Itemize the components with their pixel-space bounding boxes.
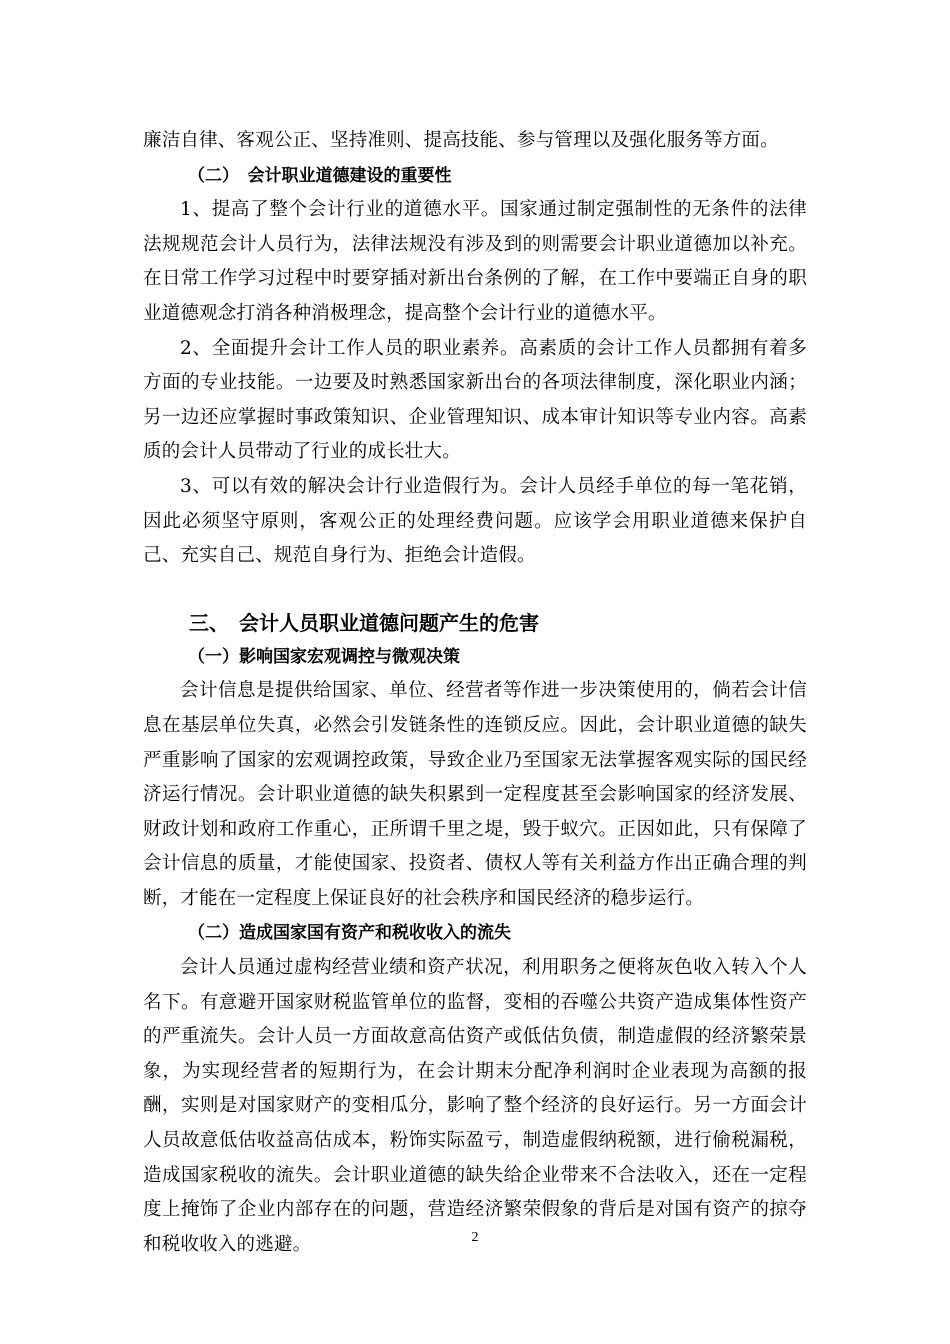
paragraph-continued: 廉洁自律、客观公正、坚持准则、提高技能、参与管理以及强化服务等方面。 bbox=[143, 130, 779, 151]
chapter-heading-harms: 三、 会计人员职业道德问题产生的危害 bbox=[189, 610, 539, 635]
section-spacer bbox=[143, 574, 807, 606]
paragraph-item-1: 1、提高了整个会计行业的道德水平。国家通过制定强制性的无条件的法律法规规范会计人员行为，法律法规没有涉及到的则需要会计职业道德加以补充。在日常工作学习过程中时要穿插对新出台条例的了解，在工作中要端正自身的职业道德观念打消各种消极理念，提高整个会计行业的道德水平。 bbox=[143, 199, 807, 324]
section-heading-importance: （二） 会计职业道德建设的重要性 bbox=[188, 165, 452, 186]
paragraph-item-3: 3、可以有效的解决会计行业造假行为。会计人员经手单位的每一笔花销，因此必须坚守原则，客观公正的处理经费问题。应该学会用职业道德来保护自己、充实自己、规范自身行为、拒绝会计造假。 bbox=[143, 475, 807, 567]
paragraph-macro-control: 会计信息是提供给国家、单位、经营者等作进一步决策使用的，倘若会计信息在基层单位失真，必然会引发链条性的连锁反应。因此，会计职业道德的缺失严重影响了国家的宏观调控政策，导致企业乃至国家无法掌握客观实际的国民经济运行情况。会计职业道德的缺失积累到一定程度甚至会影响国家的经济发展、财政计划和政府工作重心，正所谓千里之堤，毁于蚁穴。正因如此，只有保障了会计信息的质量，才能使国家、投资者、债权人等有关利益方作出正确合理的判断，才能在一定程度上保证良好的社会秩序和国民经济的稳步运行。 bbox=[143, 680, 807, 909]
page-number: 2 bbox=[471, 1230, 479, 1245]
paragraph-asset-loss: 会计人员通过虚构经营业绩和资产状况，利用职务之便将灰色收入转入个人名下。有意避开国家财税监管单位的监督，变相的吞噬公共资产造成集体性资产的严重流失。会计人员一方面故意高估资产或低估负债，制造虚假的经济繁荣景象，为实现经营者的短期行为，在会计期末分配净利润时企业表现为高额的报酬，实则是对国家财产的变相瓜分，影响了整个经济的良好运行。另一方面会计人员故意低估收益高估成本，粉饰实际盈亏，制造虚假纳税额，进行偷税漏税，造成国家税收的流失。会计职业道德的缺失给企业带来不合法收入，还在一定程度上掩饰了企业内部存在的问题，营造经济繁荣假象的背后是对国有资产的掠夺和税收收入的逃避。 bbox=[143, 957, 807, 1255]
paragraph-item-2: 2、全面提升会计工作人员的职业素养。高素质的会计工作人员都拥有着多方面的专业技能。一边要及时熟悉国家新出台的各项法律制度，深化职业内涵；另一边还应掌握时事政策知识、企业管理知识、成本审计知识等专业内容。高素质的会计人员带动了行业的成长壮大。 bbox=[143, 337, 807, 463]
section-heading-asset-loss: （二）造成国家国有资产和税收收入的流失 bbox=[188, 923, 511, 944]
section-heading-macro-control: （一）影响国家宏观调控与微观决策 bbox=[188, 646, 460, 667]
document-body bbox=[143, 124, 807, 1262]
